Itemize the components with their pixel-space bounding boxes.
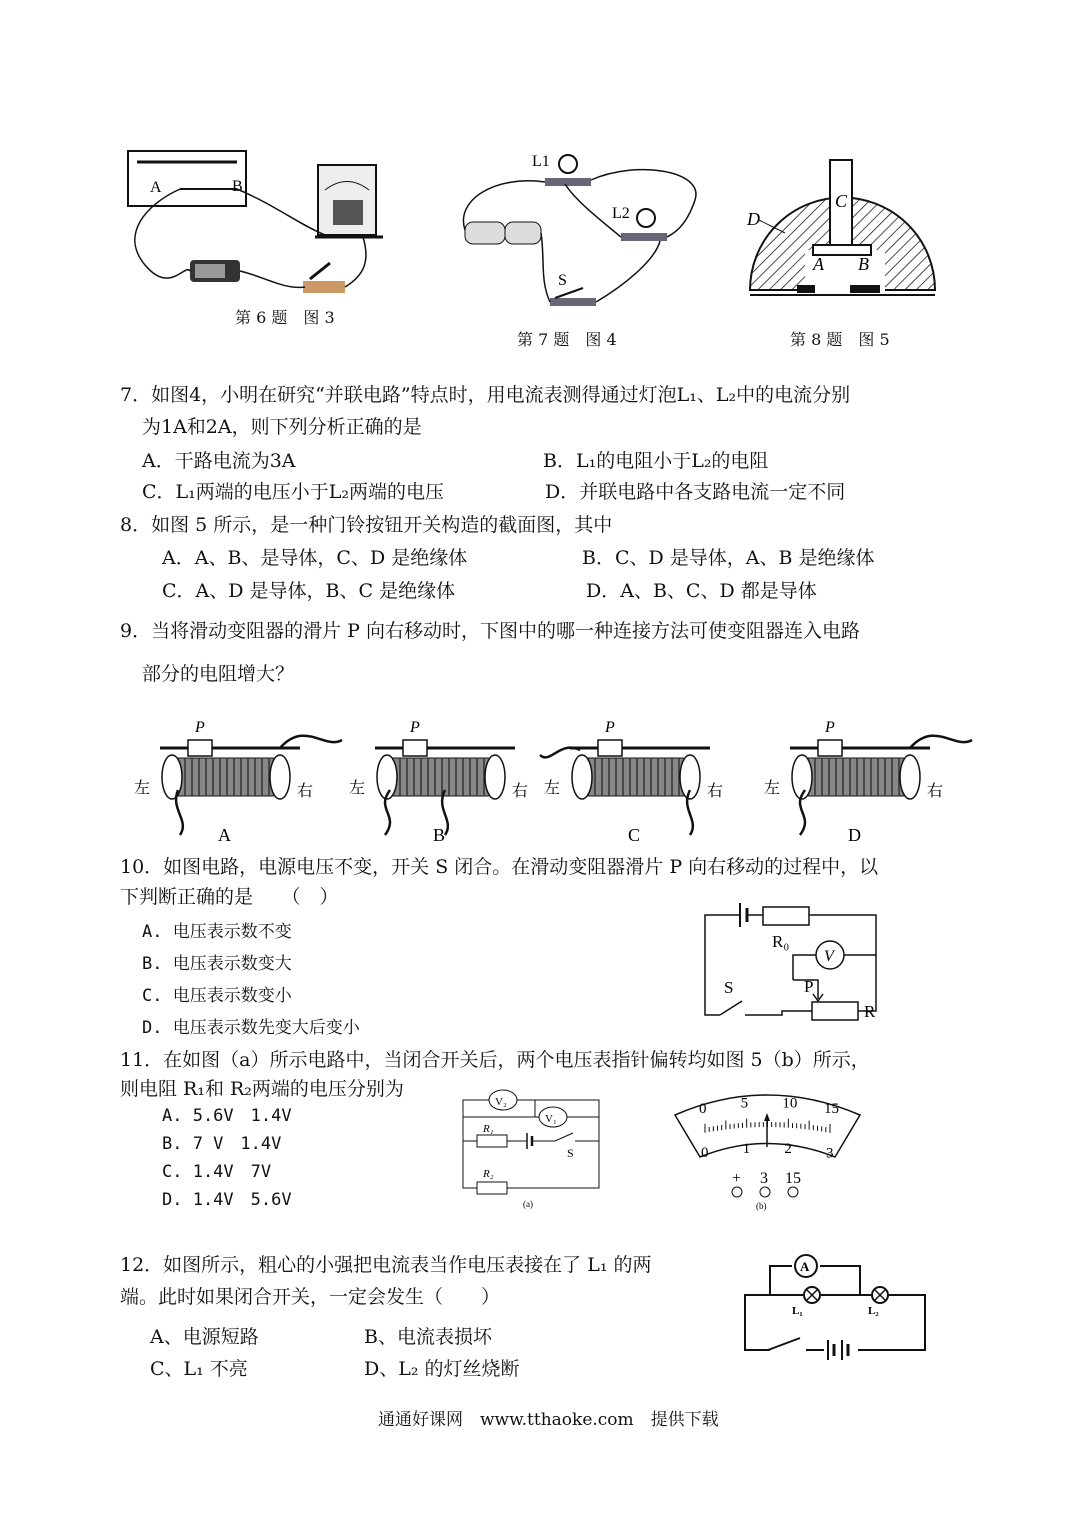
q12-option-c: C、L₁ 不亮 [150,1358,248,1380]
q11-option-c: C. 1.4V 7V [162,1162,272,1182]
rheostat-d [764,719,972,845]
rheostat-left-label: 左 [349,780,366,797]
q10-fig-r0: R₀ [772,932,790,951]
q10-fig-p: P [804,977,814,996]
rheostat-p-label: P [410,719,420,736]
fig4-label-l1: L1 [532,153,550,170]
q8-option-d: D．A、B、C、D 都是导体 [586,580,817,602]
figure-5 [745,155,945,350]
q10-stem-line1: 10．如图电路，电源电压不变，开关 S 闭合。在滑动变阻器滑片 P 向右移动的过程中，以 [120,856,879,878]
q11-figure-b [670,1085,865,1210]
rheostat-coil [385,758,495,796]
dial-top-label: 10 [782,1095,798,1112]
figure-4 [455,150,715,350]
fig3-caption: 第 6 题 图 3 [235,308,335,327]
q11-stem-line1: 11．在如图（a）所示电路中，当闭合开关后，两个电压表指针偏转均如图 5（b）所示， [120,1049,870,1071]
rheostat-right-end [270,755,290,799]
q7-option-a: A．干路电流为3A [142,450,296,472]
figure-4-diagram [455,150,715,350]
q9-stem-line2: 部分的电阻增大？ [142,663,295,685]
dial-bottom-label: 2 [784,1141,792,1158]
q10-option-a: A. 电压表示数不变 [142,922,292,942]
dial-top-label: 0 [699,1100,707,1117]
rheostat-left-label: 左 [764,780,781,797]
dial-top-label: 5 [740,1095,749,1112]
q9-rheostats-diagram [130,710,980,845]
q12-option-a: A、电源短路 [150,1326,259,1348]
rheostat-right-end [485,755,505,799]
q11-fig-r2: R₂ [483,1168,494,1180]
q8-option-a: A．A、B、是导体，C、D 是绝缘体 [162,547,468,569]
meter-terminal-15: 15 [785,1170,801,1187]
q12-fig-l2: L₂ [868,1305,879,1317]
rheostat-wire [540,748,580,758]
rheostat-b [349,719,528,845]
dial-bottom-label: 1 [742,1141,751,1158]
rheostat-c [540,719,723,845]
q9-stem-line1: 9．当将滑动变阻器的滑片 P 向右移动时，下图中的哪一种连接方法可使变阻器连入电路 [120,620,860,642]
rheostat-wire [280,736,342,748]
rheostat-option-label: A [218,825,231,845]
fig4-label-l2: L2 [612,205,630,222]
fig5-label-b: B [858,254,869,274]
rheostat-right-label: 右 [707,783,724,800]
q7-stem-line2: 为1A和2A，则下列分析正确的是 [142,416,422,438]
q12-option-b: B、电流表损坏 [364,1326,492,1348]
rheostat-coil [800,758,910,796]
q10-option-d: D. 电压表示数先变大后变小 [142,1018,360,1038]
rheostat-a [134,719,342,845]
q8-option-b: B．C、D 是导体，A、B 是绝缘体 [582,547,875,569]
rheostat-option-label: C [628,825,641,845]
meter-terminal-3: 3 [760,1170,768,1187]
meter-terminal-plus: + [732,1170,742,1187]
rheostat-slider [598,740,622,756]
q11-fig-b-caption: (b) [756,1201,767,1211]
q11-option-d: D. 1.4V 5.6V [162,1190,292,1210]
figure-5-diagram [745,155,945,325]
q11-voltmeter-dial [670,1085,865,1210]
q12-circuit [740,1250,935,1365]
q10-fig-v: V [824,948,834,965]
rheostat-p-label: P [825,719,835,736]
rheostat-p-label: P [605,719,615,736]
fig5-label-c: C [835,191,848,211]
q10-circuit-diagram [700,895,900,1030]
rheostat-wire [910,736,972,748]
q11-option-a: A. 5.6V 1.4V [162,1106,292,1126]
q7-stem-line1: 7．如图4，小明在研究“并联电路”特点时，用电流表测得通过灯泡L₁、L₂中的电流分别 [120,384,851,406]
dial-top-label: 15 [824,1100,839,1117]
dial-bottom-label: 0 [701,1145,709,1162]
rheostat-slider [403,740,427,756]
fig4-caption: 第 7 题 图 4 [517,330,617,349]
rheostat-right-end [900,755,920,799]
rheostat-right-label: 右 [927,783,944,800]
q11-fig-a-caption: (a) [523,1199,533,1209]
rheostat-right-label: 右 [512,783,529,800]
q11-fig-v1: V₁ [545,1113,557,1125]
q11-figure-a-diagram [455,1085,605,1210]
q11-stem-line2: 则电阻 R₁和 R₂两端的电压分别为 [120,1078,404,1100]
rheostat-left-end [572,755,592,799]
fig5-caption: 第 8 题 图 5 [790,330,890,349]
q12-fig-ammeter: A [800,1259,810,1274]
q12-option-d: D、L₂ 的灯丝烧断 [364,1358,520,1380]
rheostat-coil [170,758,280,796]
fig3-label-a: A [150,179,162,196]
q11-fig-s: S [567,1146,574,1160]
q9-rheostats [130,710,980,845]
rheostat-left-label: 左 [544,780,561,797]
q8-stem: 8．如图 5 所示，是一种门铃按钮开关构造的截面图，其中 [120,514,613,536]
fig5-label-d: D [747,209,760,229]
fig3-label-b: B [232,178,243,195]
q7-option-c: C．L₁两端的电压小于L₂两端的电压 [142,481,445,503]
dial-bottom-label: 3 [826,1145,834,1162]
rheostat-right-label: 右 [297,783,314,800]
q10-stem-line2: 下判断正确的是 （ ） [120,886,339,908]
fig4-label-s: S [558,272,567,289]
rheostat-option-label: D [848,825,861,845]
figure-3 [125,145,385,335]
rheostat-wire [176,790,183,835]
q10-circuit [700,895,900,1030]
q11-fig-r1: R₁ [483,1123,494,1135]
q7-option-d: D．并联电路中各支路电流一定不同 [545,481,846,503]
q11-option-b: B. 7 V 1.4V [162,1134,282,1154]
rheostat-slider [188,740,212,756]
page-footer: 通通好课网 www.tthaoke.com 提供下载 [378,1410,719,1430]
q12-stem-line2: 端。此时如果闭合开关，一定会发生（ ） [120,1286,501,1308]
q12-stem-line1: 12．如图所示，粗心的小强把电流表当作电压表接在了 L₁ 的两 [120,1254,652,1276]
q7-option-b: B．L₁的电阻小于L₂的电阻 [543,450,769,472]
q12-circuit-diagram [740,1250,935,1365]
q8-option-c: C．A、D 是导体，B、C 是绝缘体 [162,580,456,602]
rheostat-p-label: P [195,719,205,736]
rheostat-slider [818,740,842,756]
q12-fig-l1: L₁ [792,1305,803,1317]
q10-option-b: B. 电压表示数变大 [142,954,292,974]
q10-option-c: C. 电压表示数变小 [142,986,292,1006]
q10-fig-s: S [724,978,734,997]
fig5-label-a: A [813,254,824,274]
rheostat-left-label: 左 [134,780,151,797]
q11-fig-v2: V₂ [495,1096,507,1108]
rheostat-coil [580,758,690,796]
q10-fig-r: R [864,1002,876,1021]
rheostat-option-label: B [433,825,446,845]
q11-figure-a [455,1085,605,1210]
rheostat-left-end [162,755,182,799]
